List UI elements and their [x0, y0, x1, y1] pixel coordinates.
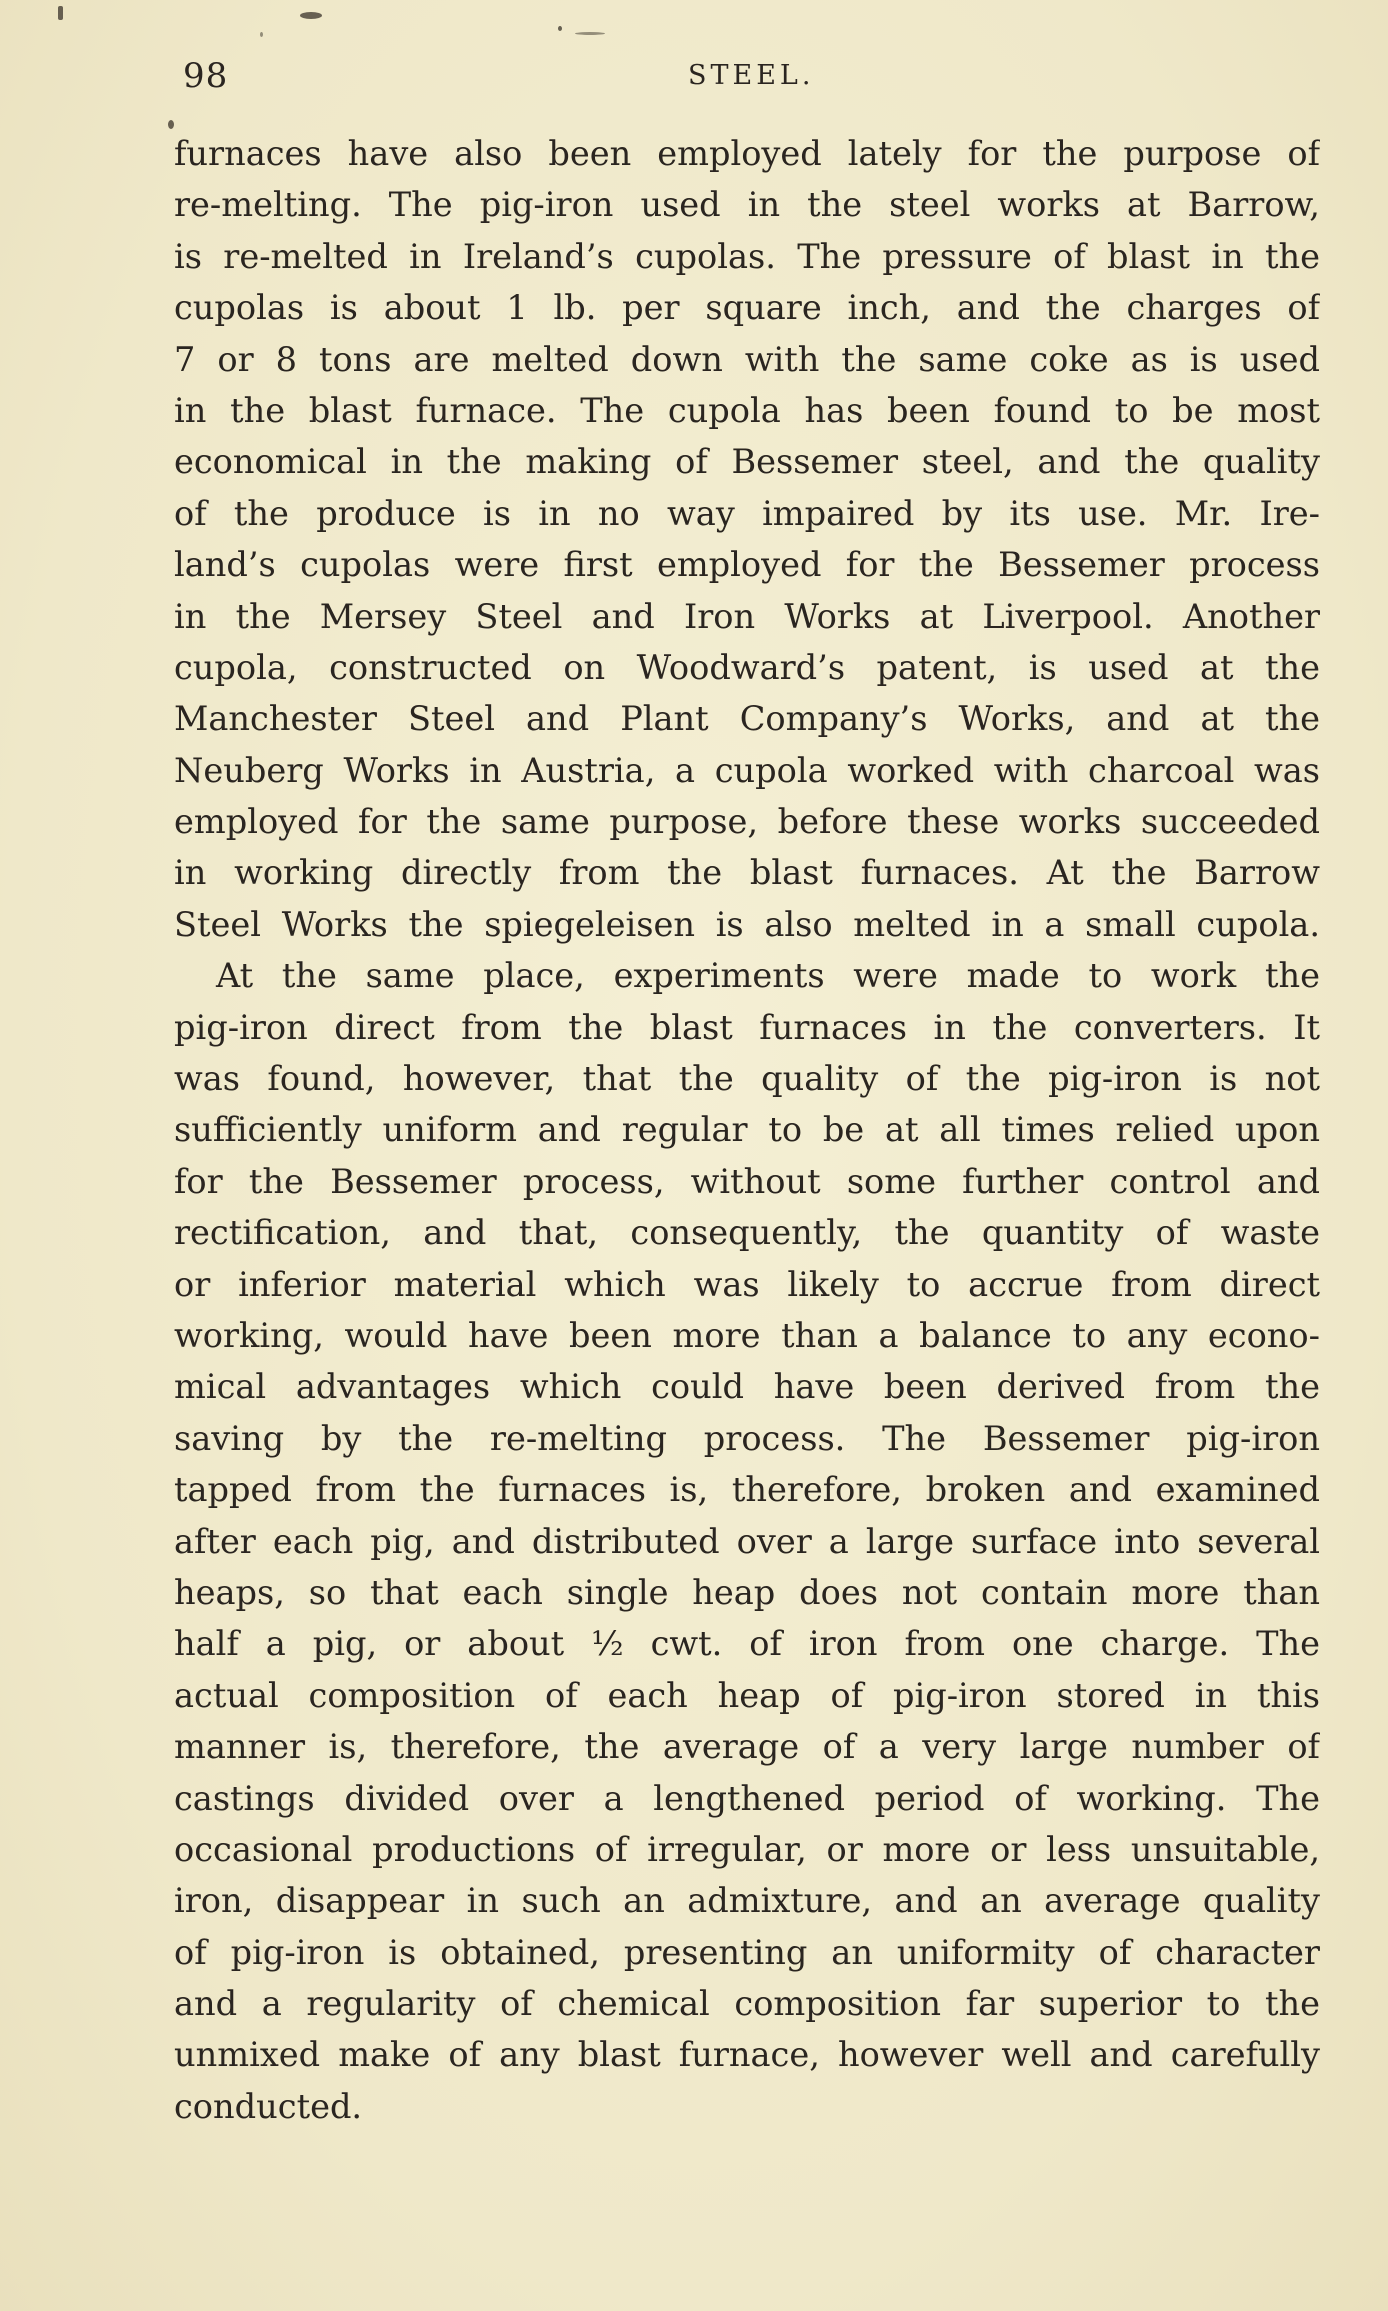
text-line: cupola, constructed on Woodward’s patent, is used at the — [174, 647, 1320, 687]
text-line: or inferior material which was likely to accrue from direct — [174, 1264, 1320, 1304]
text-line: economical in the making of Bessemer steel, and the quality — [174, 442, 1320, 482]
page-number: 98 — [183, 56, 229, 96]
text-line: Neuberg Works in Austria, a cupola worked with charcoal was — [174, 750, 1320, 790]
paragraph-end-line: conducted. — [174, 2086, 363, 2126]
text-line: actual composition of each heap of pig-iron stored in this — [174, 1675, 1320, 1715]
page-header — [183, 52, 1301, 102]
body-text — [174, 128, 1320, 2132]
ink-speck — [575, 32, 605, 35]
text-line: furnaces have also been employed lately for the purpose of — [174, 134, 1320, 173]
text-line: after each pig, and distributed over a large surface into several — [174, 1521, 1320, 1561]
paragraph-start-line: At the same place, experiments were made to work the — [216, 956, 1320, 996]
text-line: half a pig, or about ½ cwt. of iron from one charge. The — [174, 1624, 1320, 1664]
text-line: is re-melted in Ireland’s cupolas. The pressure of blast in the — [174, 236, 1320, 276]
text-line: 7 or 8 tons are melted down with the same coke as is used — [174, 339, 1320, 379]
text-line: working, would have been more than a balance to any econo- — [174, 1315, 1320, 1355]
text-line: Steel Works the spiegeleisen is also melted in a small cupola. — [174, 904, 1320, 944]
text-line: castings divided over a lengthened period of working. The — [174, 1778, 1320, 1818]
ink-speck — [558, 26, 562, 31]
text-line: manner is, therefore, the average of a very large number of — [174, 1727, 1320, 1767]
text-line: in the blast furnace. The cupola has been found to be most — [174, 390, 1320, 430]
text-line: employed for the same purpose, before these works succeeded — [174, 802, 1320, 842]
text-line: was found, however, that the quality of the pig-iron is not — [174, 1059, 1320, 1099]
text-line: cupolas is about 1 lb. per square inch, and the charges of — [174, 288, 1320, 328]
text-line: heaps, so that each single heap does not contain more than — [174, 1572, 1320, 1612]
text-line: mical advantages which could have been derived from the — [174, 1367, 1320, 1407]
text-line: tapped from the furnaces is, therefore, broken and examined — [174, 1470, 1320, 1510]
text-line: Manchester Steel and Plant Company’s Works, and at the — [174, 699, 1320, 739]
text-line: sufficiently uniform and regular to be at all times relied upon — [174, 1110, 1320, 1150]
text-line: pig-iron direct from the blast furnaces in the converters. It — [174, 1007, 1320, 1047]
text-line: in the Mersey Steel and Iron Works at Liverpool. Another — [174, 596, 1320, 636]
text-line: saving by the re-melting process. The Bessemer pig-iron — [174, 1418, 1320, 1458]
text-line: in working directly from the blast furnaces. At the Barrow — [174, 853, 1320, 893]
text-line: of pig-iron is obtained, presenting an uniformity of character — [174, 1932, 1320, 1972]
ink-speck — [300, 12, 322, 19]
text-line: of the produce is in no way impaired by its use. Mr. Ire- — [174, 493, 1320, 533]
text-line: land’s cupolas were first employed for the Bessemer process — [174, 545, 1320, 585]
text-line: unmixed make of any blast furnace, however well and carefully — [174, 2035, 1320, 2075]
text-line: occasional productions of irregular, or more or less unsuitable, — [174, 1829, 1320, 1869]
text-line: iron, disappear in such an admixture, and an average quality — [174, 1881, 1320, 1921]
text-line: re-melting. The pig-iron used in the steel works at Barrow, — [174, 185, 1320, 225]
text-line: for the Bessemer process, without some further control and — [174, 1161, 1320, 1201]
running-head: STEEL. — [688, 60, 815, 91]
ink-speck — [58, 6, 63, 20]
text-line: and a regularity of chemical composition far superior to the — [174, 1984, 1320, 2024]
ink-speck — [260, 32, 263, 37]
text-line: rectification, and that, consequently, the quantity of waste — [174, 1213, 1320, 1253]
